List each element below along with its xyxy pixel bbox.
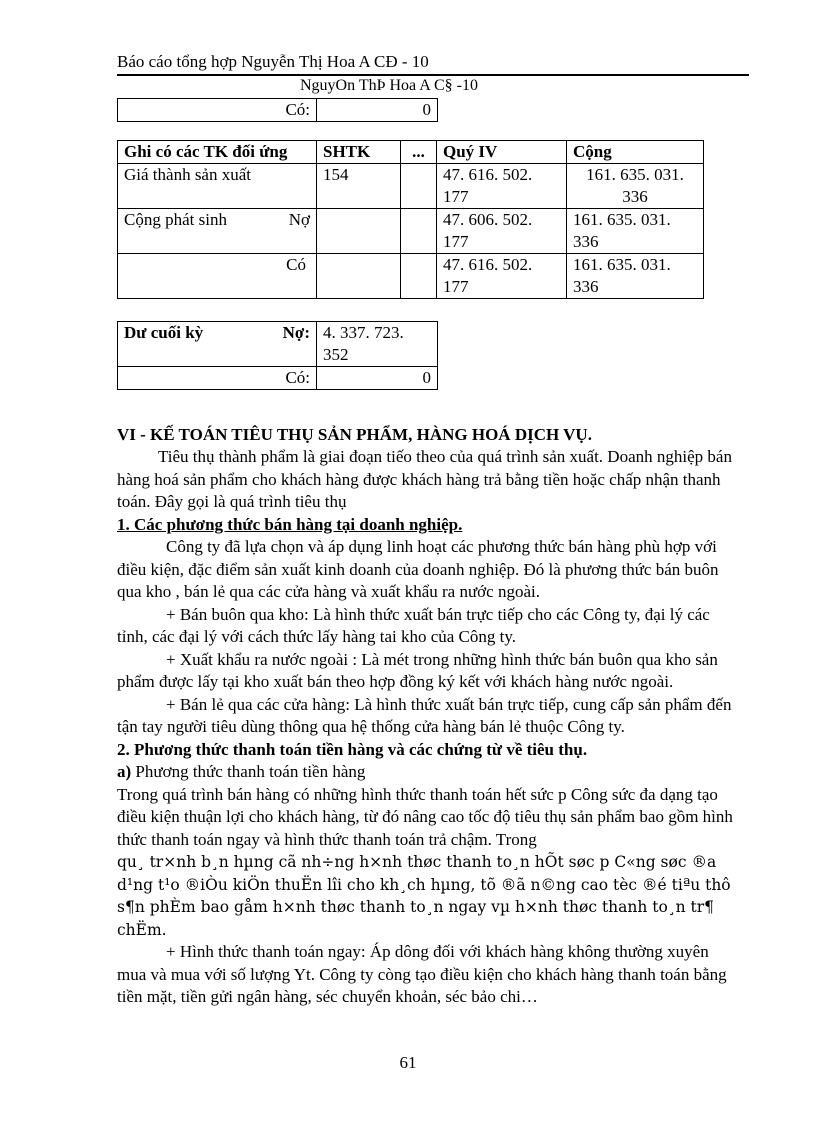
paragraph: Công ty đã lựa chọn và áp dụng linh hoạt các phương thức bán hàng phù hợp với điều kiện, đặc điểm sản xuất kinh doanh của doanh nghiệp. Đó là phương thức bán buôn qua kho , bán lẻ qua các cửa hàng và xuất khẩu ra nước ngoài. bbox=[117, 537, 719, 601]
subheading-a bbox=[117, 761, 741, 784]
paragraph: + Xuất khẩu ra nước ngoài : Là mét trong những hình thức bán buôn qua kho sản phẩm được lấy tại kho xuất bán theo hợp đồng ký kết với khách hàng nước ngoài. bbox=[117, 649, 718, 691]
intro-paragraph: Tiêu thụ thành phẩm là giai đoạn tiếo theo của quá trình sản xuất. Doanh nghiệp bán hàng hoá sản phẩm cho khách hàng được khách hàng trả bằng tiền hoặc chấp nhận thanh toán. Đây gọi là quá trình tiêu thụ bbox=[117, 447, 732, 511]
header-cell: Ghi có các TK đối ứng bbox=[118, 141, 317, 164]
heading-1: 1. Các phương thức bán hàng tại doanh nghiệp. bbox=[117, 514, 463, 534]
paragraph: + Bán lẻ qua các cửa hàng: Là hình thức xuất bán trực tiếp, cung cấp sản phẩm đến tận tay người tiêu dùng thông qua hệ thống cửa hàng bán lẻ thuộc Công ty. bbox=[117, 694, 732, 736]
header-divider bbox=[117, 74, 749, 76]
co-label: Có: bbox=[118, 99, 317, 122]
paragraph: + Hình thức thanh toán ngay: Áp dông đối với khách hàng không thường xuyên mua và mua với số lượng Yt. Công ty còng tạo điều kiện cho khách hàng thanh toán bằng tiền mặt, tiền gửi ngân hàng, séc chuyển khoản, séc bảo chi… bbox=[117, 942, 727, 1006]
co-value: 0 bbox=[317, 99, 438, 122]
row-empty bbox=[401, 254, 437, 299]
subheading-a-prefix: a) bbox=[117, 762, 132, 781]
row-shtk bbox=[317, 254, 401, 299]
row-q4: 47. 616. 502. 177 bbox=[437, 254, 567, 299]
paragraph: Trong quá trình bán hàng có những hình thức thanh toán hết sức p Công sức đa dạng tạo điều kiện thuận lợi cho khách hàng, từ đó nâng cao tốc độ tiêu thụ sản phẩm bao gồm hình thức thanh toán ngay và hình thức thanh toán trả chậm. Trong bbox=[117, 784, 733, 849]
row-total: 161. 635. 031. 336 bbox=[567, 209, 704, 254]
row-shtk bbox=[317, 209, 401, 254]
row-q4: 47. 616. 502. 177 bbox=[437, 164, 567, 209]
page-header-subtitle: NguyOn ThÞ Hoa A C§ -10 bbox=[300, 77, 478, 94]
balance-no-value: 4. 337. 723. 352 bbox=[317, 322, 438, 367]
header-cell: SHTK bbox=[317, 141, 401, 164]
row-label: Giá thành sản xuất bbox=[118, 164, 317, 209]
closing-balance-table bbox=[117, 321, 438, 390]
row-total: 161. 635. 031. 336 bbox=[567, 254, 704, 299]
top-balance-table bbox=[117, 98, 438, 122]
row-label bbox=[118, 209, 317, 254]
garbled-paragraph: qu¸ tr×nh b¸n hµng cã nh÷ng h×nh thøc thanh to¸n hÕt søc p C«ng søc ®a d¹ng t¹o ®iÒu kiÖn thuËn lîi cho kh¸ch hµng, tõ ®ã n©ng cao tèc ®é tiªu thô s¶n phÈm bao gåm h×nh thøc thanh to¸n ngay vµ h×nh thøc thanh to¸n tr¶ chËm. bbox=[117, 853, 731, 939]
balance-label: Dư cuối kỳ bbox=[124, 323, 204, 342]
row-shtk: 154 bbox=[317, 164, 401, 209]
header-cell: ... bbox=[401, 141, 437, 164]
row-q4: 47. 606. 502. 177 bbox=[437, 209, 567, 254]
row-empty bbox=[401, 164, 437, 209]
section-body bbox=[117, 446, 741, 1009]
row-side: Có bbox=[118, 254, 317, 299]
balance-co-value: 0 bbox=[317, 367, 438, 390]
balance-co-label: Có: bbox=[118, 367, 317, 390]
section-title: VI - KẾ TOÁN TIÊU THỤ SẢN PHẨM, HÀNG HOÁ DỊCH VỤ. bbox=[117, 425, 592, 444]
row-total: 161. 635. 031. 336 bbox=[567, 164, 704, 209]
paragraph: + Bán buôn qua kho: Là hình thức xuất bán trực tiếp cho các Công ty, đại lý các tỉnh, các đại lý với cách thức lấy hàng tai kho của Công ty. bbox=[117, 604, 710, 646]
row-side: Nợ bbox=[288, 210, 310, 229]
row-empty bbox=[401, 209, 437, 254]
table-row bbox=[118, 164, 704, 209]
table-row bbox=[118, 209, 704, 254]
header-cell: Cộng bbox=[567, 141, 704, 164]
ledger-table bbox=[117, 140, 704, 299]
table-row bbox=[118, 254, 704, 299]
page-header-title: Báo cáo tổng hợp Nguyễn Thị Hoa A CĐ - 10 bbox=[117, 52, 429, 71]
subheading-a-text: Phương thức thanh toán tiền hàng bbox=[131, 762, 366, 781]
header-cell: Quý IV bbox=[437, 141, 567, 164]
page-number: 61 bbox=[399, 1053, 417, 1072]
balance-no-label: Nợ: bbox=[282, 323, 310, 342]
row-label-text: Cộng phát sinh bbox=[124, 210, 227, 229]
balance-label-cell bbox=[118, 322, 317, 367]
table-header-row bbox=[118, 141, 704, 164]
heading-2: 2. Phương thức thanh toán tiền hàng và các chứng từ về tiêu thụ. bbox=[117, 739, 588, 759]
